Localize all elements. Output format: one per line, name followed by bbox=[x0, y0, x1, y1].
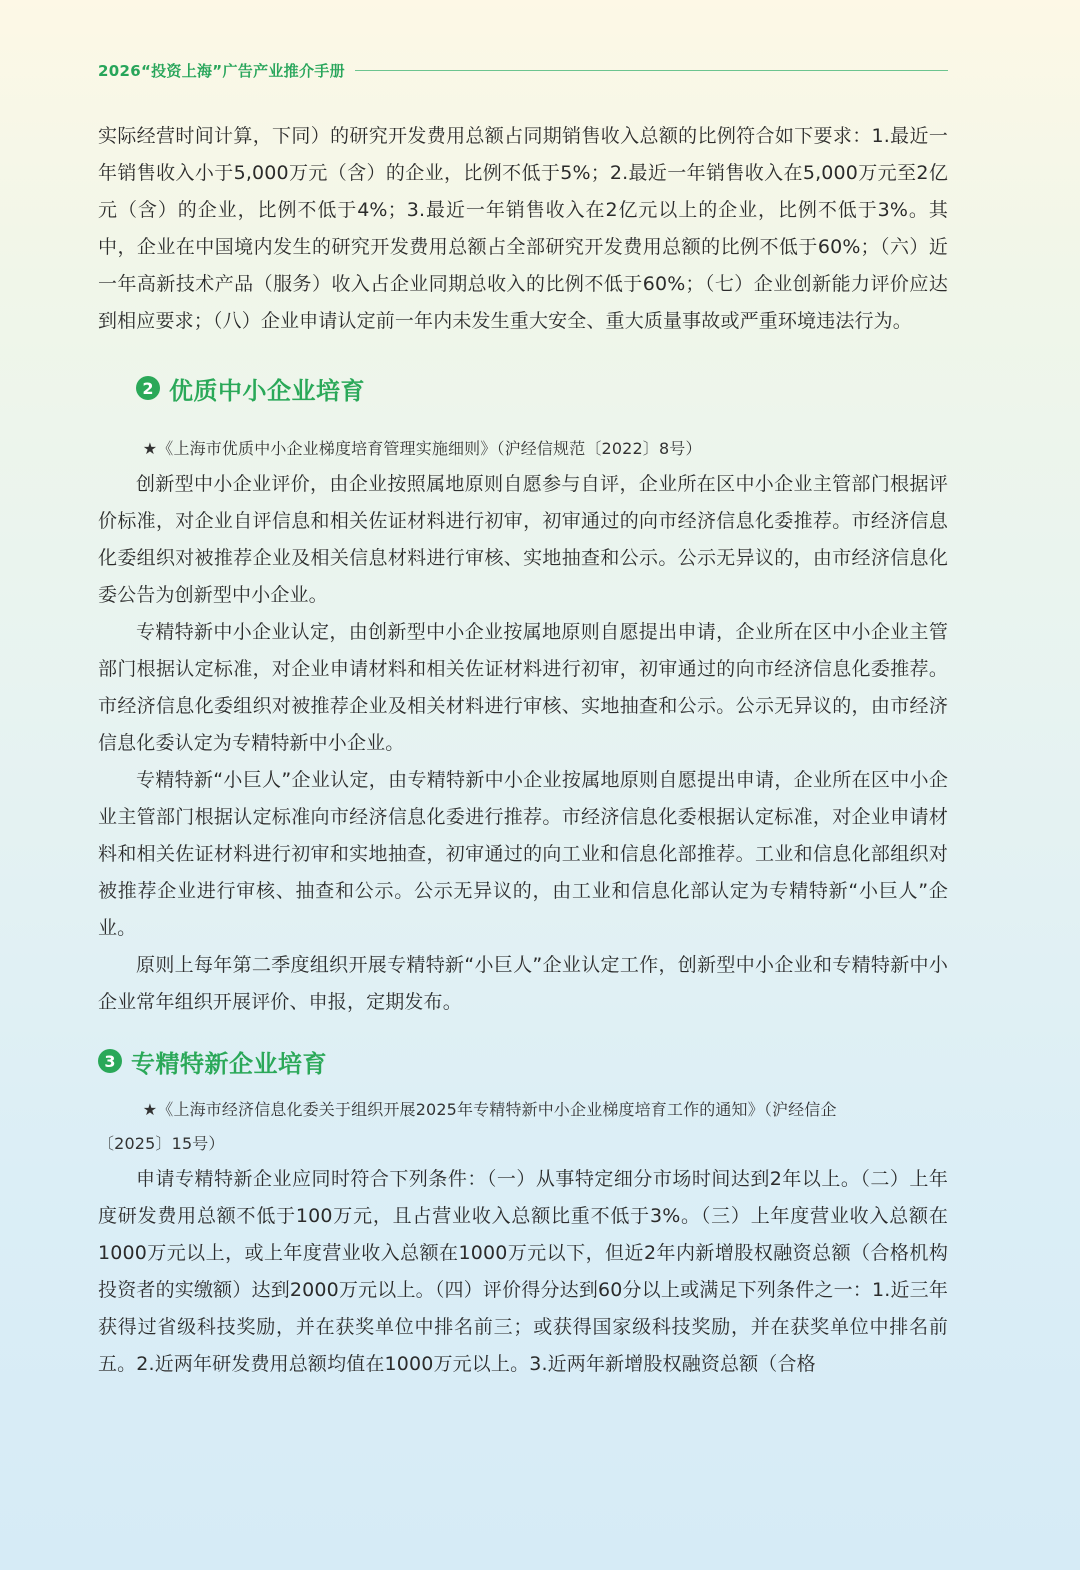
running-header bbox=[98, 58, 948, 82]
header-title: 2026“投资上海”广告产业推介手册 bbox=[98, 61, 345, 80]
page-content bbox=[98, 118, 948, 1383]
body-paragraph: 原则上每年第二季度组织开展专精特新“小巨人”企业认定工作，创新型中小企业和专精特新中小企业常年组织开展评价、申报，定期发布。 bbox=[98, 954, 948, 1013]
body-paragraph: 申请专精特新企业应同时符合下列条件：（一）从事特定细分市场时间达到2年以上。（二）上年度研发费用总额不低于100万元，且占营业收入总额比重不低于3%。（三）上年度营业收入总额在1000万元以上，或上年度营业收入总额在1000万元以下，但近2年内新增股权融资总额（合格机构投资者的实缴额）达到2000万元以上。（四）评价得分达到60分以上或满足下列条件之一：1.近三年获得过省级科技奖励，并在获奖单位中排名前三；或获得国家级科技奖励，并在获奖单位中排名前五。2.近两年研发费用总额均值在1000万元以上。3.近两年新增股权融资总额（合格 bbox=[98, 1168, 948, 1375]
policy-source: ★《上海市优质中小企业梯度培育管理实施细则》（沪经信规范〔2022〕8号） bbox=[142, 439, 702, 458]
body-paragraph: 专精特新中小企业认定，由创新型中小企业按属地原则自愿提出申请，企业所在区中小企业主管部门根据认定标准，对企业申请材料和相关佐证材料进行初审，初审通过的向市经济信息化委推荐。市经济信息化委组织对被推荐企业及相关材料进行审核、实地抽查和公示。公示无异议的，由市经济信息化委认定为专精特新中小企业。 bbox=[98, 621, 948, 754]
section-heading-2 bbox=[98, 370, 948, 406]
section-number-badge: 3 bbox=[98, 1049, 122, 1073]
policy-source-continued: 〔2025〕15号） bbox=[98, 1134, 225, 1153]
body-paragraph: 专精特新“小巨人”企业认定，由专精特新中小企业按属地原则自愿提出申请，企业所在区中小企业主管部门根据认定标准向市经济信息化委进行推荐。市经济信息化委根据认定标准，对企业申请材料和相关佐证材料进行初审和实地抽查，初审通过的向工业和信息化部推荐。工业和信息化部组织对被推荐企业进行审核、抽查和公示。公示无异议的，由工业和信息化部认定为专精特新“小巨人”企业。 bbox=[98, 769, 948, 939]
body-paragraph: 创新型中小企业评价，由企业按照属地原则自愿参与自评，企业所在区中小企业主管部门根据评价标准，对企业自评信息和相关佐证材料进行初审，初审通过的向市经济信息化委推荐。市经济信息化委组织对被推荐企业及相关信息材料进行审核、实地抽查和公示。公示无异议的，由市经济信息化委公告为创新型中小企业。 bbox=[98, 473, 948, 606]
section-heading-3 bbox=[98, 1043, 948, 1079]
section-title: 优质中小企业培育 bbox=[169, 376, 365, 405]
intro-paragraph: 实际经营时间计算，下同）的研究开发费用总额占同期销售收入总额的比例符合如下要求：1.最近一年销售收入小于5,000万元（含）的企业，比例不低于5%；2.最近一年销售收入在5,000万元至2亿元（含）的企业，比例不低于4%；3.最近一年销售收入在2亿元以上的企业，比例不低于3%。其中，企业在中国境内发生的研究开发费用总额占全部研究开发费用总额的比例不低于60%；（六）近一年高新技术产品（服务）收入占企业同期总收入的比例不低于60%；（七）企业创新能力评价应达到相应要求；（八）企业申请认定前一年内未发生重大安全、重大质量事故或严重环境违法行为。 bbox=[98, 125, 948, 332]
section-number-badge: 2 bbox=[136, 376, 160, 400]
policy-source: ★《上海市经济信息化委关于组织开展2025年专精特新中小企业梯度培育工作的通知》（沪经信企 bbox=[142, 1100, 837, 1119]
header-rule bbox=[355, 70, 948, 71]
section-title: 专精特新企业培育 bbox=[131, 1049, 327, 1078]
